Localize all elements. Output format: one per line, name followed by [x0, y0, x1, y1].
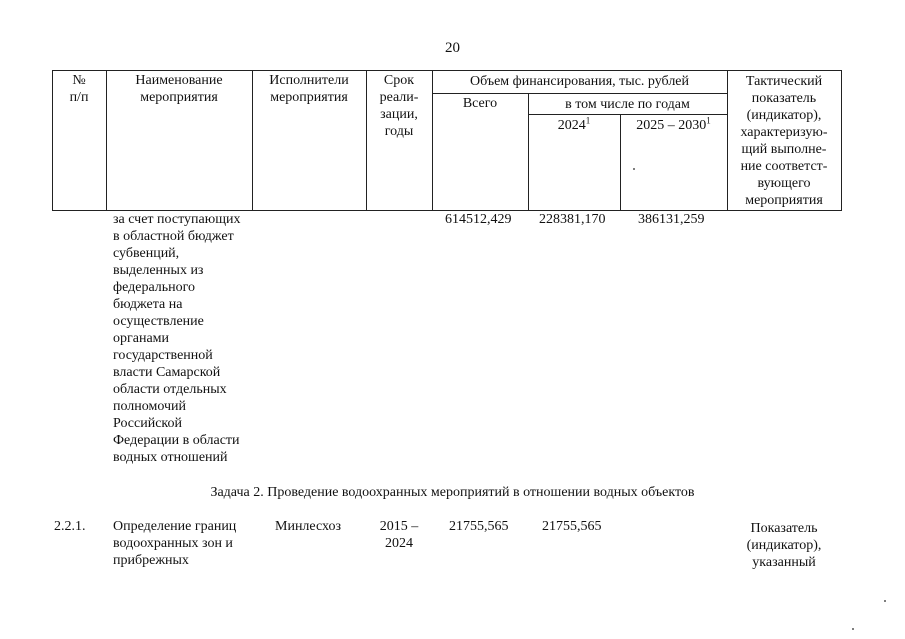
- header-executors: Исполнители мероприятия: [269, 73, 349, 105]
- row-indicator: Показатель (индикатор), указанный: [746, 521, 822, 570]
- row-term: 2015 – 2024: [379, 519, 419, 551]
- header-no: № п/п: [69, 73, 89, 105]
- row-total: 21755,565: [449, 519, 509, 534]
- header-indicator: Тактический показатель (индикатор), характеризую- щий выполне- ние соответст- вующего мероприятия: [740, 74, 828, 208]
- col-border-4: [432, 70, 433, 211]
- header-finance: Объем финансирования, тыс. рублей: [469, 74, 690, 89]
- task-heading: Задача 2. Проведение водоохранных мероприятий в отношении водных объектов: [210, 485, 695, 500]
- row-executor: Минлесхоз: [275, 519, 342, 534]
- col-border-8: [841, 70, 842, 211]
- header-year-2025-2030: 2025 – 2030$^1$: [636, 115, 711, 133]
- row-continuation-2024: 228381,170: [539, 212, 606, 227]
- scan-speck: [633, 168, 635, 170]
- row-continuation-total: 614512,429: [445, 212, 512, 227]
- row-continuation-2025-2030: 386131,259: [638, 212, 705, 227]
- table-top-border: [52, 70, 841, 71]
- header-by-years: в том числе по годам: [565, 97, 690, 112]
- row-continuation-name: за счет поступающих в областной бюджет субвенций, выделенных из федерального бюджета на осуществление органами государственной власти Самарской области отдельных полномочий Российской Федерации в области водных отношений: [113, 212, 241, 465]
- finance-subheader-border: [432, 93, 727, 94]
- header-year-2024: 2024$^1$: [557, 115, 591, 133]
- row-2024: 21755,565: [542, 519, 602, 534]
- row-number: 2.2.1.: [54, 519, 86, 534]
- header-total: Всего: [462, 96, 498, 111]
- page-number: 20: [445, 40, 460, 56]
- scan-speck: [852, 628, 854, 630]
- years-subheader-border: [528, 114, 727, 115]
- header-term: Срок реали- зации, годы: [379, 73, 419, 139]
- header-name: Наименование мероприятия: [135, 73, 223, 105]
- scan-speck: [884, 600, 886, 602]
- row-name: Определение границ водоохранных зон и прибрежных: [113, 519, 237, 568]
